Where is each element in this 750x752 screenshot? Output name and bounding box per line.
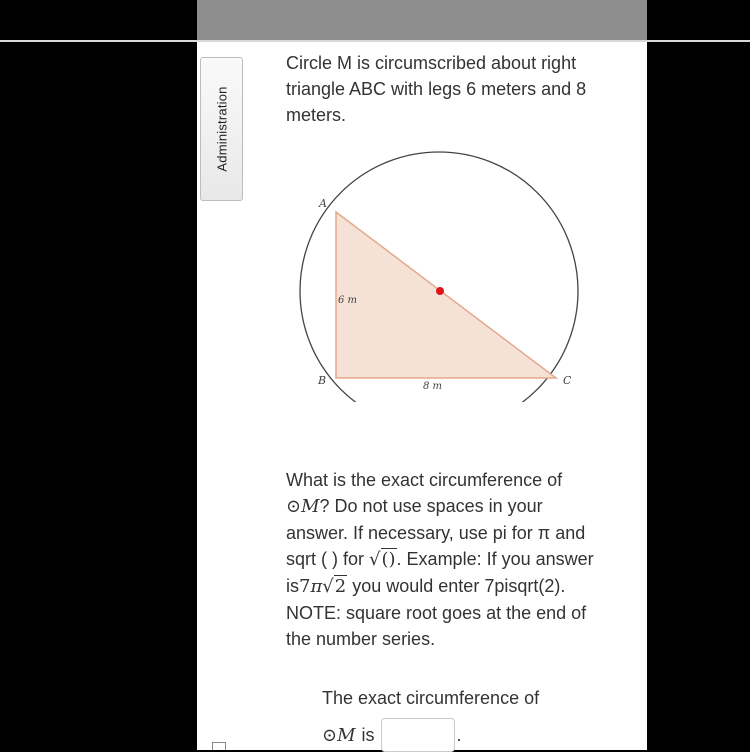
leg-label-ab: 6 m	[338, 295, 358, 306]
radical-sign-icon: √	[369, 549, 381, 570]
prompt-text-4: you would enter 7pisqrt(2). NOTE: square root goes at the end of the number series.	[286, 576, 587, 649]
top-bar	[197, 0, 647, 40]
vertex-label-a: A	[319, 197, 327, 210]
answer-circle-letter: M	[337, 724, 356, 746]
circle-center-m	[436, 287, 444, 295]
prompt-text-1: What is the exact circumference of	[286, 470, 563, 490]
example-coefficient: 7	[299, 576, 311, 597]
answer-is-label: is	[361, 724, 375, 745]
triangle-abc	[336, 212, 556, 378]
vertex-label-c: C	[563, 374, 572, 387]
circle-symbol: ⊙	[286, 496, 302, 517]
circle-triangle-diagram	[197, 42, 647, 402]
answer-prefix: The exact circumference of	[322, 688, 540, 708]
vertex-label-b: B	[318, 374, 327, 387]
question-panel	[197, 42, 647, 750]
prompt-text-2: ? Do not use spaces in your answer. If necessary, use pi for π and sqrt ( ) for	[286, 496, 586, 569]
prompt-text-3: . Example: If you answer is	[286, 549, 594, 596]
sqrt-example	[369, 547, 397, 573]
answer-period: .	[456, 724, 462, 745]
example-sqrt	[322, 574, 347, 600]
example-radicand: 2	[334, 576, 347, 597]
page-corner-icon	[212, 742, 226, 750]
leg-label-bc: 8 m	[423, 381, 443, 392]
answer-row	[322, 718, 462, 752]
question-prompt	[286, 467, 596, 652]
example-pi: π	[310, 576, 323, 597]
radical-sign-icon: √	[322, 576, 334, 597]
question-intro: Circle M is circumscribed about right triangle ABC with legs 6 meters and 8 meters.	[286, 53, 587, 125]
answer-circle-symbol: ⊙	[322, 724, 338, 746]
answer-input[interactable]	[381, 718, 455, 752]
circle-letter: M	[301, 496, 320, 517]
administration-tab-label: Administration	[214, 86, 229, 172]
sqrt-example-body: ()	[381, 549, 396, 570]
